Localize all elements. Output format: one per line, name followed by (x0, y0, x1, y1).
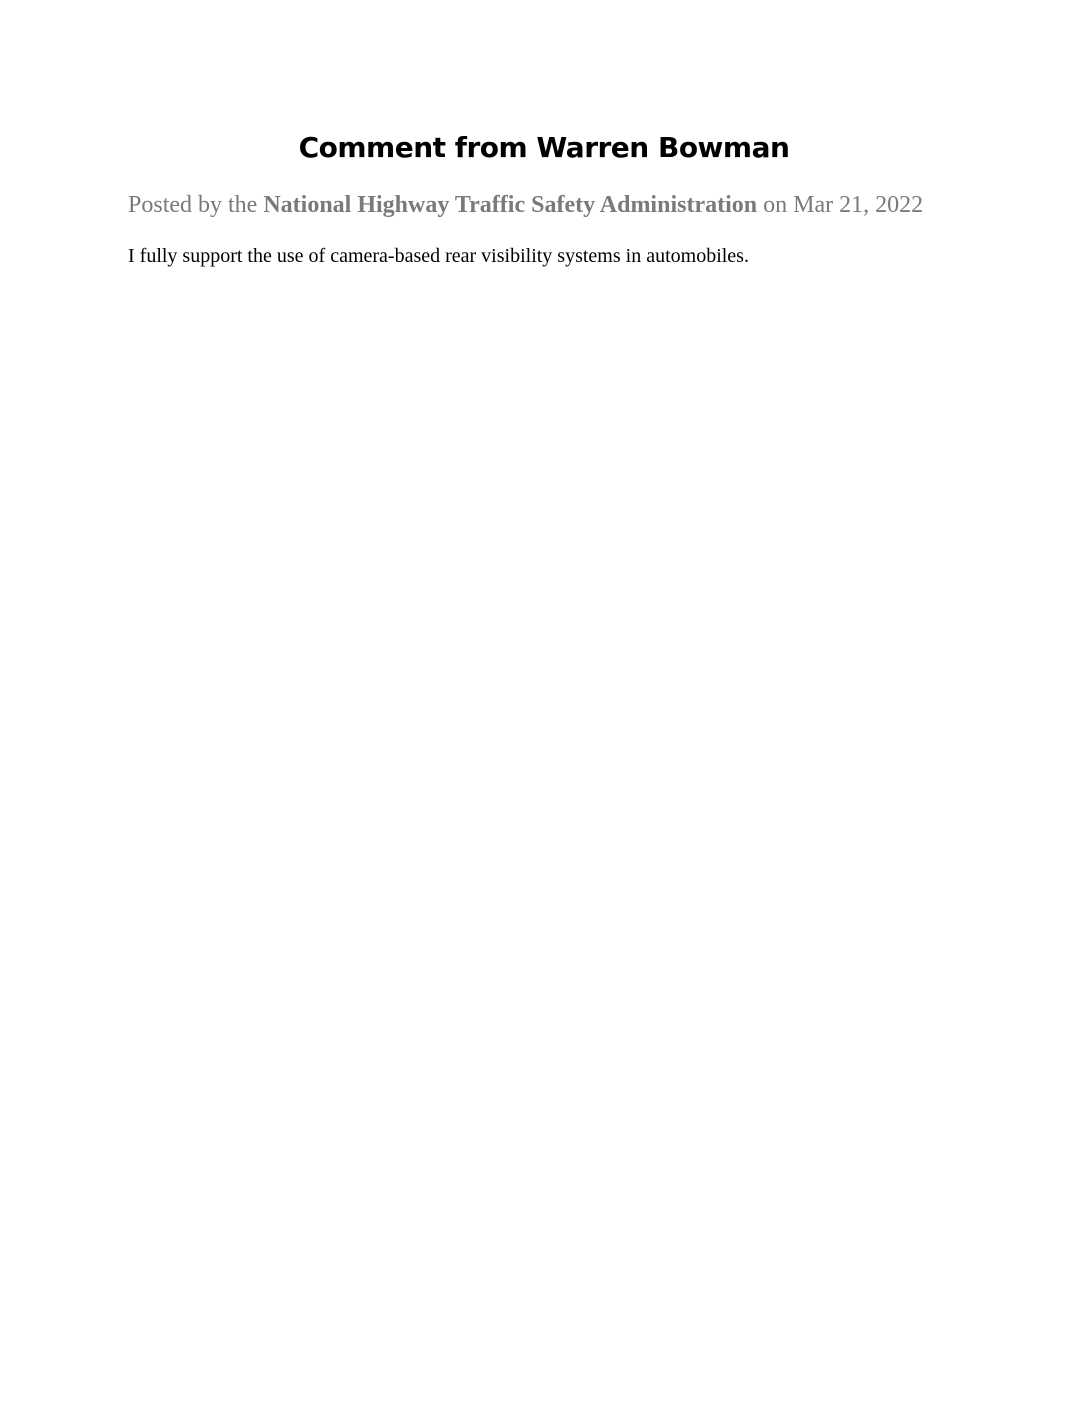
posted-prefix: Posted by the (128, 192, 264, 218)
posted-date: on Mar 21, 2022 (757, 192, 924, 218)
comment-body: I fully support the use of camera-based rear visibility systems in automobiles. (128, 245, 749, 267)
posted-by-line (128, 188, 988, 222)
page-title: Comment from Warren Bowman (298, 131, 790, 164)
agency-name: National Highway Traffic Safety Administration (263, 192, 758, 218)
